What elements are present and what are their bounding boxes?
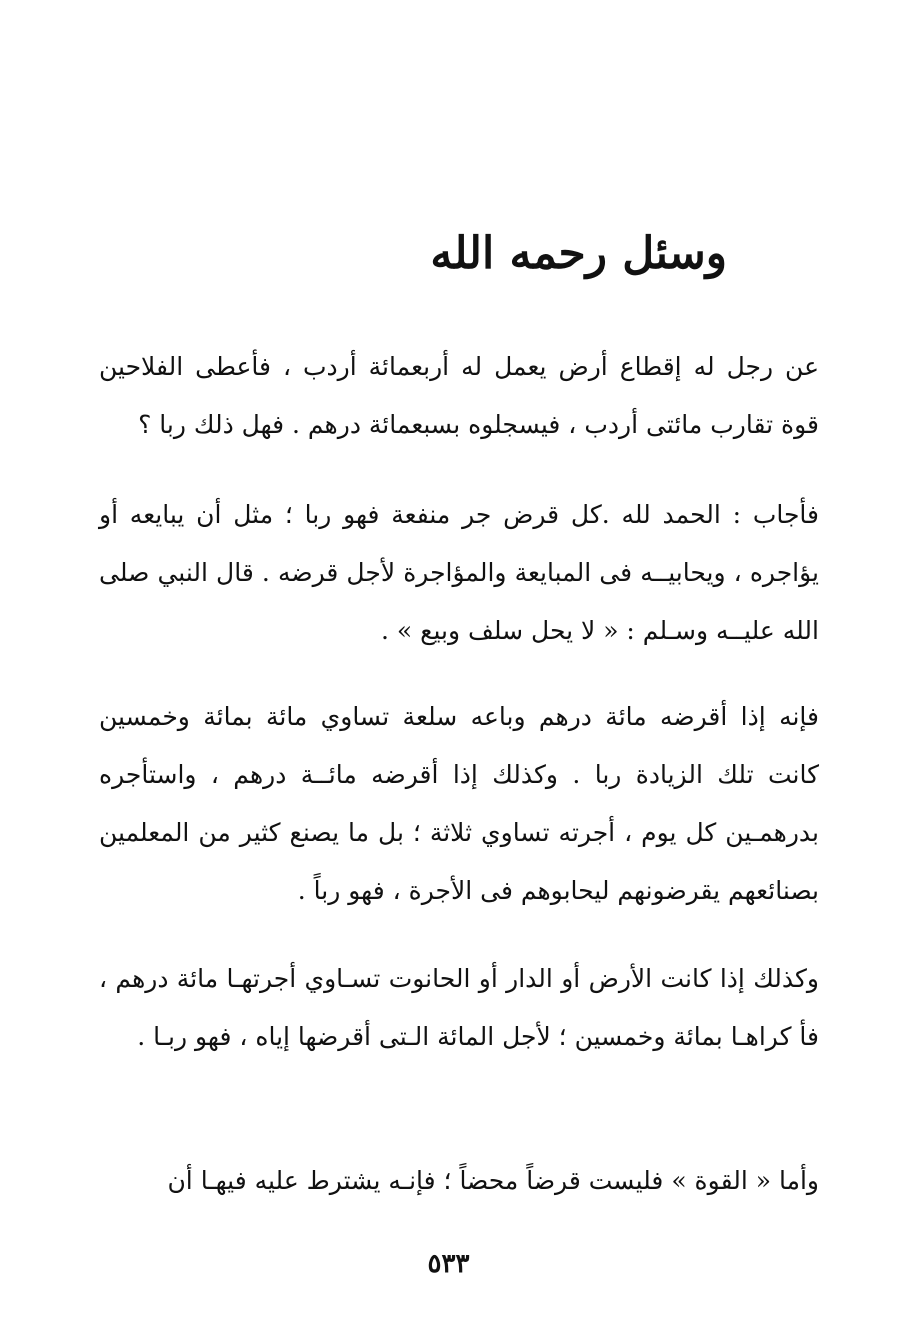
section-heading: وسئل رحمه الله (430, 228, 727, 279)
question-paragraph: عن رجل له إقطاع أرض يعمل له أربعمائة أردب ، فأعطى الفلاحين قوة تقارب مائتى أردب ، فيسجلوه بسبعمائة درهم . فهل ذلك ربا ؟ (99, 352, 819, 439)
rent-example-paragraph: وكذلك إذا كانت الأرض أو الدار أو الحانوت تسـاوي أجرتهـا مائة درهم ، فأ كراهـا بمائة وخمسين ؛ لأجل المائة الـتى أقرضها إياه ، فهو ربـا . (99, 964, 819, 1051)
explanation-paragraph: فإنه إذا أقرضه مائة درهم وباعه سلعة تساوي مائة بمائة وخمسين كانت تلك الزيادة ربا . وكذلك إذا أقرضه مائــة درهم ، واستأجره بدرهمـين كل يوم ، أجرته تساوي ثلاثة ؛ بل ما يصنع كثير من المعلمين بصنائعهم يقرضونهم ليحابوهم فى الأجرة ، فهو رباً . (99, 702, 819, 905)
continuation-paragraph: وأما « القوة » فليست قرضاً محضاً ؛ فإنـه يشترط عليه فيهـا أن (167, 1166, 819, 1195)
answer-paragraph: فأجاب : الحمد لله .كل قرض جر منفعة فهو ربا ؛ مثل أن يبايعه أو يؤاجره ، ويحابيــه فى المبايعة والمؤاجرة لأجل قرضه . قال النبي صلى الله عليــه وسـلم : « لا يحل سلف وبيع » . (99, 500, 819, 645)
page-number: ٥٣٣ (427, 1249, 470, 1279)
